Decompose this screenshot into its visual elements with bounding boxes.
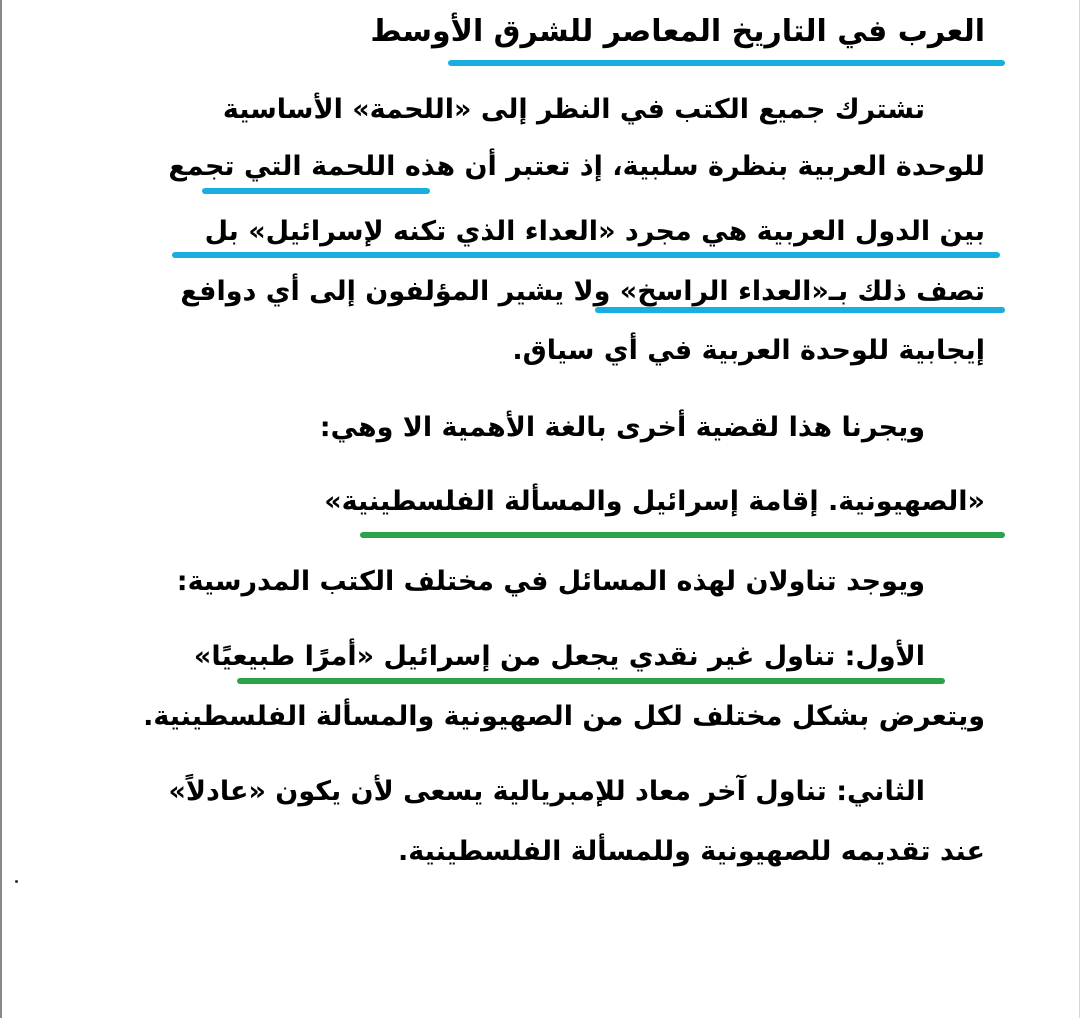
highlight-underline	[360, 532, 1005, 538]
underline-line3	[172, 252, 1000, 258]
second-approach-line1: الثاني: تناول آخر معاد للإمبريالية يسعى لأن يكون «عادلاً»	[168, 776, 925, 807]
first-approach-underline	[237, 678, 945, 684]
paragraph1-line2: للوحدة العربية بنظرة سلبية، إذ تعتبر أن هذه اللحمة التي تجمع	[168, 151, 985, 182]
first-approach-line1: الأول: تناول غير نقدي يجعل من إسرائيل «أمرًا طبيعيًا»	[193, 641, 925, 672]
underline-lahma	[202, 188, 430, 194]
paragraph3: ويوجد تناولان لهذه المسائل في مختلف الكتب المدرسية:	[176, 566, 925, 597]
first-approach-line2: ويتعرض بشكل مختلف لكل من الصهيونية والمسألة الفلسطينية.	[143, 701, 985, 732]
title-underline	[448, 60, 1005, 66]
scan-speck	[15, 880, 18, 883]
second-approach-line2: عند تقديمه للصهيونية وللمسألة الفلسطينية.	[398, 836, 985, 867]
paragraph1-line3: بين الدول العربية هي مجرد «العداء الذي تكنه لإسرائيل» بل	[204, 216, 985, 247]
paragraph1-line1: تشترك جميع الكتب في النظر إلى «اللحمة» الأساسية	[222, 94, 925, 125]
paragraph1-line4: تصف ذلك بـ«العداء الراسخ» ولا يشير المؤلفون إلى أي دوافع	[180, 276, 985, 307]
paragraph1-line5: إيجابية للوحدة العربية في أي سياق.	[512, 335, 985, 366]
page-left-border	[0, 0, 2, 1018]
paragraph2: ويجرنا هذا لقضية أخرى بالغة الأهمية الا وهي:	[319, 412, 925, 443]
document-title: العرب في التاريخ المعاصر للشرق الأوسط	[370, 14, 985, 49]
highlight-heading: «الصهيونية. إقامة إسرائيل والمسألة الفلسطينية»	[324, 486, 985, 517]
underline-raskh	[595, 307, 1005, 313]
